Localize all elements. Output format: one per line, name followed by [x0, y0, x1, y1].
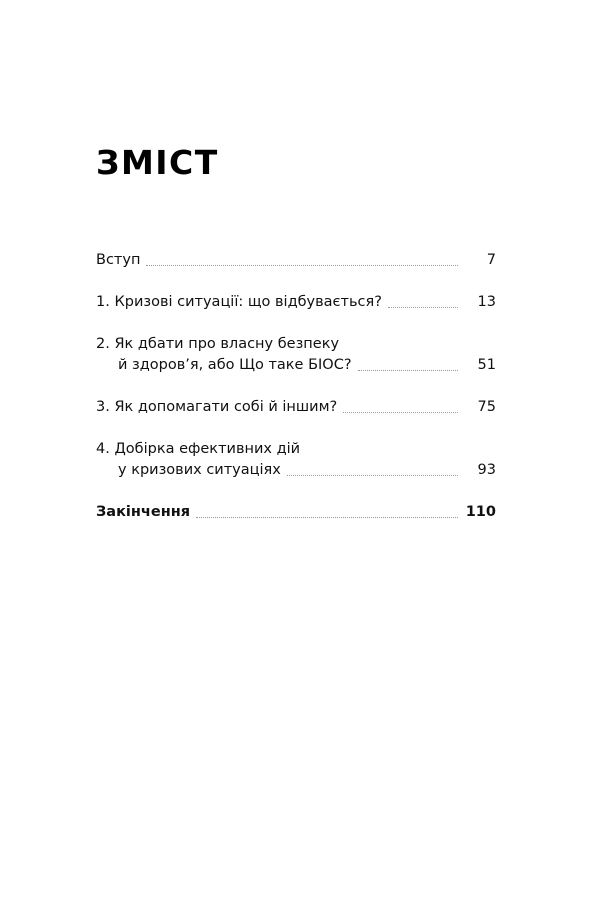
toc-leader-dots [287, 474, 458, 476]
toc-leader-dots [388, 306, 458, 308]
toc-page-number: 110 [465, 504, 496, 521]
table-of-contents [96, 250, 496, 544]
list-item[interactable] [96, 439, 496, 481]
toc-leader-dots [196, 516, 458, 518]
toc-entry-label: Вступ [96, 252, 141, 268]
toc-page-number: 75 [477, 399, 496, 416]
toc-page-number: 51 [477, 357, 496, 374]
page-title: ЗМІСТ [96, 143, 219, 183]
toc-row [96, 250, 496, 271]
list-item[interactable] [96, 397, 496, 418]
toc-row [96, 334, 496, 355]
list-item[interactable] [96, 502, 496, 523]
toc-page-number: 13 [477, 294, 496, 311]
toc-row [96, 355, 496, 376]
toc-leader-dots [345, 349, 458, 350]
toc-entry-label: Закінчення [96, 504, 191, 521]
toc-entry-label: 1. Кризові ситуації: що відбувається? [96, 294, 382, 311]
toc-page-number: 7 [486, 252, 496, 268]
toc-page-number: 93 [477, 462, 496, 479]
toc-leader-dots [146, 264, 458, 266]
toc-row [96, 292, 496, 313]
toc-entry-label-cont: у кризових ситуаціях [118, 462, 281, 479]
toc-row [96, 439, 496, 460]
toc-leader-dots [358, 369, 458, 371]
toc-entry-label: 2. Як дбати про власну безпеку [96, 336, 340, 353]
toc-leader-dots [343, 411, 458, 413]
toc-row [96, 397, 496, 418]
toc-leader-dots [306, 454, 458, 455]
list-item[interactable] [96, 334, 496, 376]
toc-entry-label: 4. Добірка ефективних дій [96, 441, 301, 458]
toc-row [96, 460, 496, 481]
list-item[interactable] [96, 292, 496, 313]
toc-entry-label: 3. Як допомагати собі й іншим? [96, 399, 338, 416]
list-item[interactable] [96, 250, 496, 271]
toc-entry-label-cont: й здоров’я, або Що таке БІОС? [118, 357, 352, 374]
toc-row [96, 502, 496, 523]
